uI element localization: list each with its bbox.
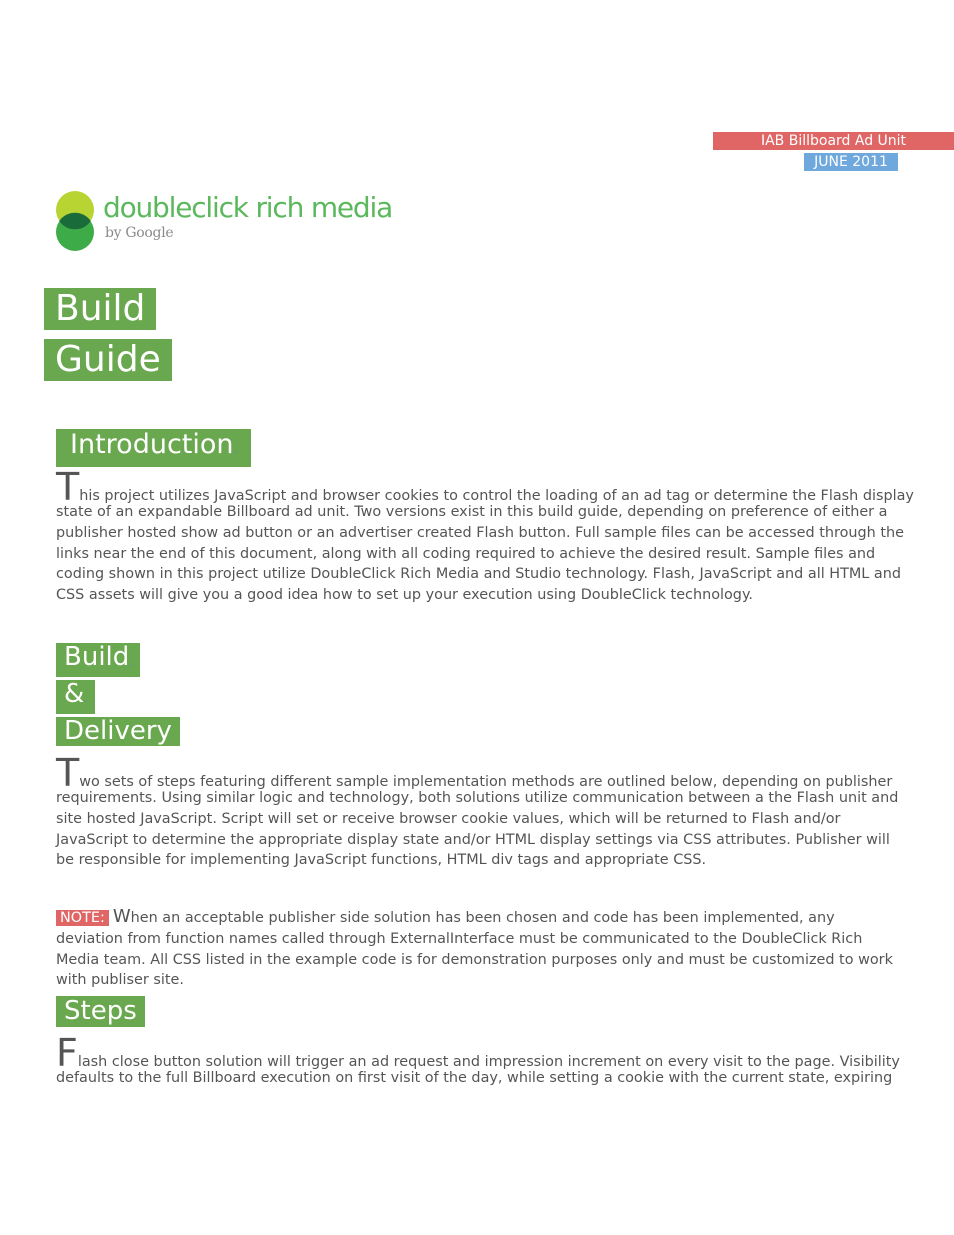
steps-heading-text: Steps bbox=[64, 996, 137, 1026]
build-delivery-first-line bbox=[56, 751, 906, 795]
introduction-heading-text: Introduction bbox=[70, 429, 234, 460]
logo-wordmark: doubleclick rich media bbox=[103, 191, 393, 224]
delivery-heading bbox=[56, 717, 180, 746]
heading-marker: . bbox=[84, 694, 88, 705]
steps-paragraph bbox=[56, 1031, 906, 1089]
note-text: hen an acceptable publisher side solution has been chosen and code has been implemented, any deviation from function names called through ExternalInterface must be communicated to the DoubleClick Rich Media team. All CSS listed in the example code is for demonstration purposes only and must be customized to work with publiser site. bbox=[56, 910, 893, 989]
logo-circles-icon bbox=[55, 191, 97, 251]
introduction-first-line-text: his project utilizes JavaScript and browser cookies to control the loading of an ad tag or determine the Flash display bbox=[79, 488, 914, 504]
introduction-body-text: state of an expandable Billboard ad unit. Two versions exist in this build guide, depending on preference of either a publisher hosted show ad button or an advertiser created Flash button. Full sample files can be accessed through the links near the end of this document, along with all coding required to achieve the desired result. Sample files and coding shown in this project utilize DoubleClick Rich Media and Studio technology. Flash, JavaScript and all HTML and CSS assets will give you a good idea how to set up your execution using DoubleClick technology. bbox=[56, 504, 904, 604]
note-paragraph bbox=[56, 907, 906, 991]
drop-cap: T bbox=[56, 465, 80, 509]
introduction-heading bbox=[56, 429, 251, 467]
ampersand-heading bbox=[56, 680, 95, 714]
introduction-first-line bbox=[56, 465, 914, 509]
heading-marker: . bbox=[129, 657, 133, 668]
note-label: NOTE: bbox=[56, 910, 109, 926]
build-delivery-body-text: requirements. Using similar logic and technology, both solutions utilize communication between a the Flash unit and site hosted JavaScript. Script will set or receive browser cookie values, which will be returned to Flash and/or JavaScript to determine the appropriate display state and/or HTML display settings via CSS attributes. Publisher will be responsible for implementing JavaScript functions, HTML div tags and appropriate CSS. bbox=[56, 790, 899, 869]
note-drop-letter: W bbox=[112, 906, 131, 927]
ampersand-heading-text: & bbox=[64, 679, 85, 709]
drop-cap: T bbox=[56, 751, 80, 795]
ad-unit-tag: IAB Billboard Ad Unit bbox=[713, 132, 954, 150]
delivery-heading-text: Delivery bbox=[64, 716, 172, 746]
steps-first-line bbox=[56, 1031, 906, 1075]
build-heading bbox=[56, 643, 140, 677]
introduction-paragraph bbox=[56, 465, 914, 606]
page-title-line-1: Build bbox=[44, 288, 156, 330]
date-tag: JUNE 2011 bbox=[804, 153, 898, 171]
drop-cap: F bbox=[56, 1031, 78, 1075]
build-delivery-first-line-text: wo sets of steps featuring different sample implementation methods are outlined below, depending on publisher bbox=[79, 774, 893, 790]
steps-body-text: defaults to the full Billboard execution on first visit of the day, while setting a cookie with the current state, expiring bbox=[56, 1070, 893, 1086]
heading-marker: . bbox=[233, 445, 237, 456]
doubleclick-logo bbox=[55, 191, 415, 253]
logo-byline: by Google bbox=[105, 225, 174, 241]
page-title-line-2: Guide bbox=[44, 339, 172, 381]
steps-heading bbox=[56, 996, 145, 1027]
build-delivery-paragraph bbox=[56, 751, 906, 871]
steps-first-line-text: lash close button solution will trigger an ad request and impression increment on every visit to the page. Visibility bbox=[77, 1054, 900, 1070]
build-heading-text: Build bbox=[64, 642, 130, 672]
